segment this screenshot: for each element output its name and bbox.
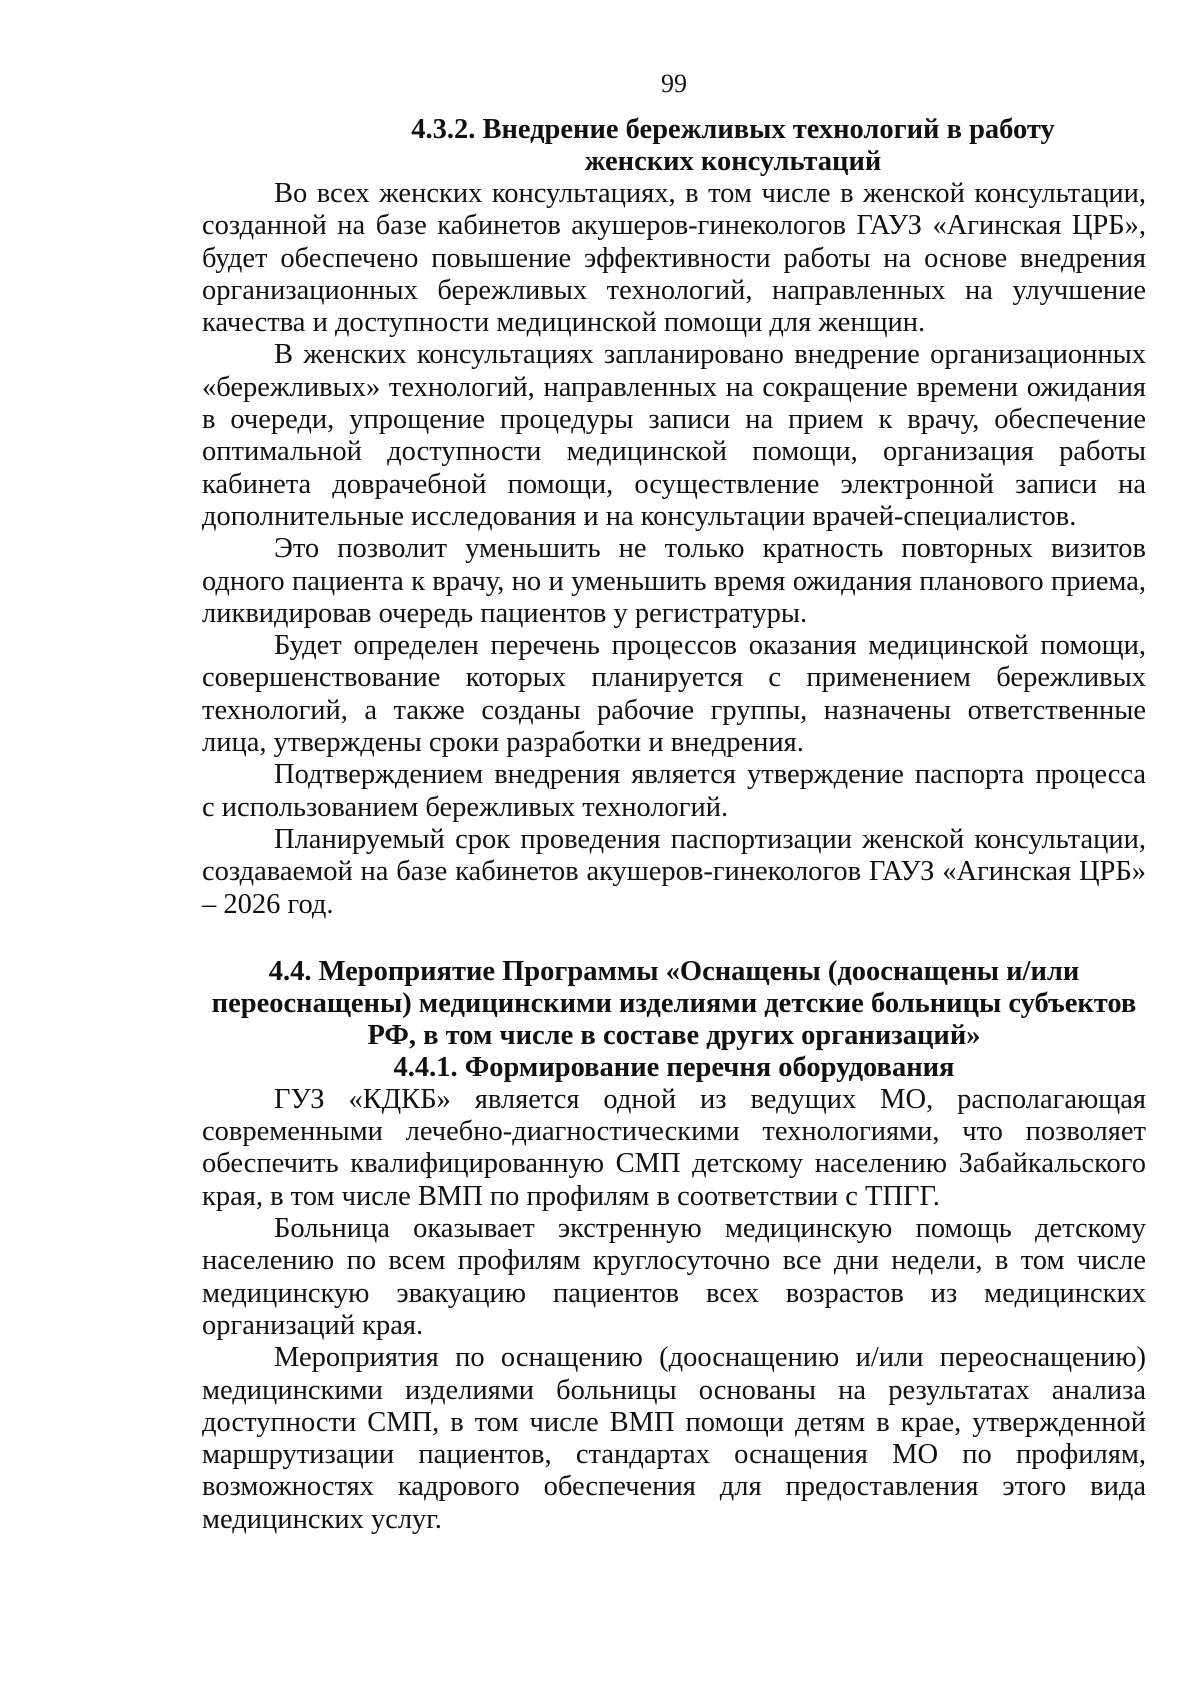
- section-heading-line-2: переоснащены) медицинскими изделиями детские больницы субъектов: [211, 987, 1137, 1019]
- paragraph: Больница оказывает экстренную медицинскую помощь детскому населению по всем профилям круглосуточно все дни недели, в том числе медицинскую эвакуацию пациентов всех возрастов из медицинских организаций края.: [202, 1213, 1146, 1341]
- section-4-3-2: [202, 114, 1146, 921]
- paragraph: Будет определен перечень процессов оказания медицинской помощи, совершенствование которых планируется с применением бережливых технологий, а также созданы рабочие группы, назначены ответственные лица, утверждены сроки разработки и внедрения.: [202, 630, 1146, 759]
- section-heading-line-1: 4.4. Мероприятие Программы «Оснащены (дооснащены и/или: [268, 955, 1080, 987]
- section-heading-line-1: 4.3.2. Внедрение бережливых технологий в работу: [411, 114, 1055, 145]
- paragraph: Во всех женских консультациях, в том числе в женской консультации, созданной на базе кабинетов акушеров-гинекологов ГАУЗ «Агинская ЦРБ», будет обеспечено повышение эффективности работы на основе внедрения организационных бережливых технологий, направленных на улучшение качества и доступности медицинской помощи для женщин.: [202, 178, 1146, 339]
- paragraph: Планируемый срок проведения паспортизации женской консультации, создаваемой на базе кабинетов акушеров-гинекологов ГАУЗ «Агинская ЦРБ» – 2026 год.: [202, 823, 1146, 920]
- paragraph: Подтверждением внедрения является утверждение паспорта процесса с использованием бережливых технологий.: [202, 759, 1146, 823]
- section-heading-line-3: РФ, в том числе в составе других организаций»: [367, 1019, 981, 1051]
- paragraph: В женских консультациях запланировано внедрение организационных «бережливых» технологий, направленных на сокращение времени ожидания в очереди, упрощение процедуры записи на прием к врачу, обеспечение оптимальной доступности медицинской помощи, организация работы кабинета доврачебной помощи, осуществление электронной записи на дополнительные исследования и на консультации врачей-специалистов.: [202, 339, 1146, 532]
- section-4-4: [202, 956, 1146, 1536]
- paragraph: ГУЗ «КДКБ» является одной из ведущих МО, располагающая современными лечебно-диагностическими технологиями, что позволяет обеспечить квалифицированную СМП детскому населению Забайкальского края, в том числе ВМП по профилям в соответствии с ТПГГ.: [202, 1083, 1146, 1212]
- page-content: [202, 114, 1146, 1536]
- section-spacer: [202, 921, 1146, 956]
- paragraph: Это позволит уменьшить не только кратность повторных визитов одного пациента к врачу, но и уменьшить время ожидания планового приема, ликвидировав очередь пациентов у регистратуры.: [202, 533, 1146, 629]
- paragraph: Мероприятия по оснащению (дооснащению и/или переоснащению) медицинскими изделиями больницы основаны на результатах анализа доступности СМП, в том числе ВМП помощи детям в крае, утвержденной маршрутизации пациентов, стандартах оснащения МО по профилям, возможностях кадрового обеспечения для предоставления этого вида медицинских услуг.: [202, 1342, 1146, 1535]
- subsection-heading: 4.4.1. Формирование перечня оборудования: [393, 1051, 955, 1083]
- section-heading-line-2: женских консультаций: [584, 146, 882, 177]
- page-number: 99: [661, 69, 687, 98]
